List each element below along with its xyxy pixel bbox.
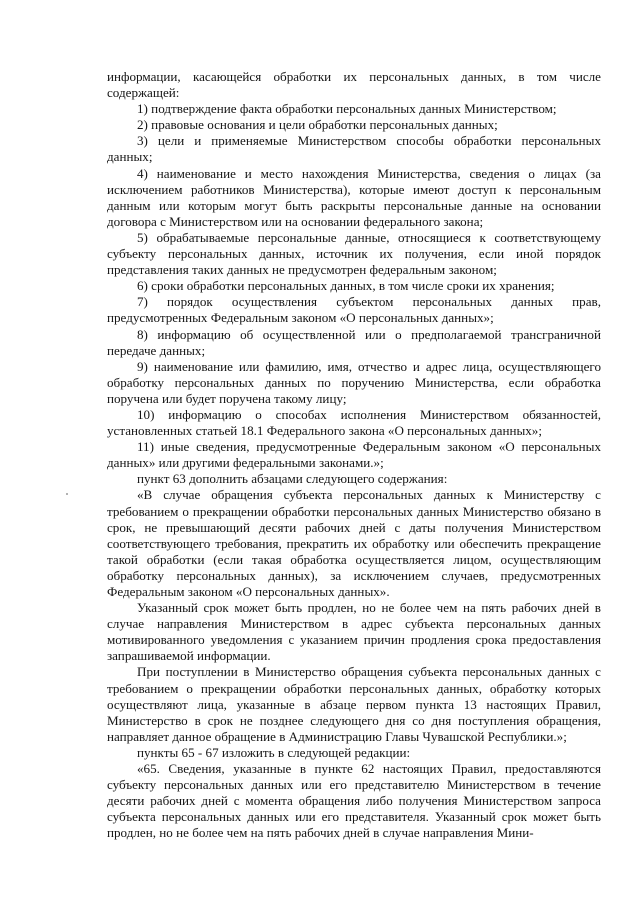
list-item-11: 11) иные сведения, предусмотренные Федеральным законом «О персональных данных» или другими федеральными законами.»; — [107, 439, 601, 471]
list-item-5: 5) обрабатываемые персональные данные, относящиеся к соответствующему субъекту персональных данных, источник их получения, если иной порядок представления таких данных не предусмотрен федеральным законом; — [107, 229, 601, 278]
list-item-1: 1) подтверждение факта обработки персональных данных Министерством; — [137, 101, 557, 117]
document-body — [107, 69, 601, 842]
amendment-point-63: пункт 63 дополнить абзацами следующего содержания: — [137, 471, 448, 487]
list-item-4: 4) наименование и место нахождения Министерства, сведения о лицах (за исключением работников Министерства), которые имеют доступ к персональным данным или которым могут быть раскрыты персональные данные на основании договора с Министерством или на основании федерального закона; — [107, 165, 601, 229]
paragraph-termination-request: «В случае обращения субъекта персональных данных к Министерству с требованием о прекращении обработки персональных данных Министерство обязано в срок, не превышающий десяти рабочих дней с даты получения Министерством соответствующего требования, прекратить их обработку или обеспечить прекращение такой обработки (если такая обработка осуществляется лицом, осуществляющим обработку персональных данных), за исключением случаев, предусмотренных Федеральным законом «О персональных данных». — [107, 487, 601, 599]
amendment-points-65-67: пункты 65 - 67 изложить в следующей редакции: — [137, 744, 411, 760]
list-item-6: 6) сроки обработки персональных данных, в том числе сроки их хранения; — [137, 278, 555, 294]
list-item-10: 10) информацию о способах исполнения Министерством обязанностей, установленных статьей 18.1 Федерального закона «О персональных данных»; — [107, 406, 601, 439]
paragraph-intro-continuation: информации, касающейся обработки их персональных данных, в том числе содержащей: — [107, 69, 601, 101]
list-item-2: 2) правовые основания и цели обработки персональных данных; — [137, 117, 498, 133]
list-item-3: 3) цели и применяемые Министерством способы обработки персональных данных; — [107, 133, 601, 165]
list-item-7: 7) порядок осуществления субъектом персональных данных прав, предусмотренных Федеральным законом «О персональных данных»; — [107, 294, 601, 326]
paragraph-extension: Указанный срок может быть продлен, но не более чем на пять рабочих дней в случае направления Министерством в адрес субъекта персональных данных мотивированного уведомления с указанием причин продления срока предоставления запрашиваемой информации. — [107, 600, 601, 664]
paragraph-forwarding: При поступлении в Министерство обращения субъекта персональных данных с требованием о прекращении обработки персональных данных, обработку которых осуществляют лица, указанные в абзаце первом пункта 13 настоящих Правил, Министерство в срок не позднее следующего дня со дня поступления обращения, направляет данное обращение в Администрацию Главы Чувашской Республики.»; — [107, 664, 601, 744]
paragraph-point-65: «65. Сведения, указанные в пункте 62 настоящих Правил, предоставляются субъекту персональных данных или его представителю Министерством в течение десяти рабочих дней с момента обращения либо получения Министерством запроса субъекта персональных данных или его представителя. Указанный срок может быть продлен, но не более чем на пять рабочих дней в случае направления Мини- — [107, 761, 601, 841]
scan-speck — [66, 493, 68, 495]
list-item-9: 9) наименование или фамилию, имя, отчество и адрес лица, осуществляющего обработку персональных данных по поручению Министерства, если обработка поручена или будет поручена такому лицу; — [107, 358, 601, 406]
list-item-8: 8) информацию об осуществленной или о предполагаемой трансграничной передаче данных; — [107, 326, 601, 358]
